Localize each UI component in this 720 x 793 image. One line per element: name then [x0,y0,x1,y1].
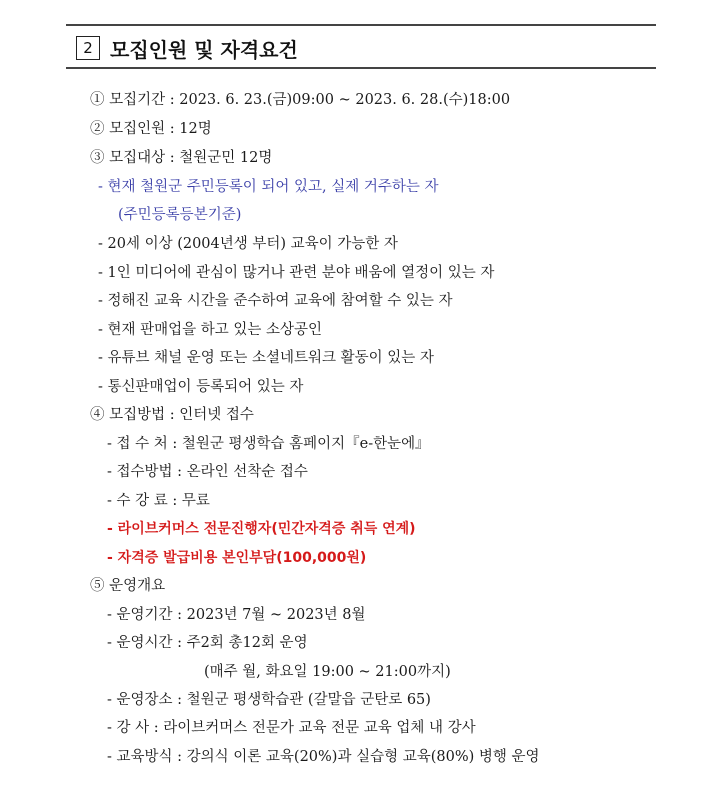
op-place: - 운영장소 : 철원군 평생학습관 (갈말읍 군탄로 65) [107,692,431,708]
method-office: - 접 수 처 : 철원군 평생학습 홈페이지『e-한눈에』 [107,436,430,452]
section-title: 모집인원 및 자격요건 [110,37,298,62]
target-residency: - 현재 철원군 주민등록이 되어 있고, 실제 거주하는 자 [98,179,439,195]
op-instructor: - 강 사 : 라이브커머스 전문가 교육 전문 교육 업체 내 강사 [107,720,476,736]
method-fee: - 수 강 료 : 무료 [107,493,210,509]
target-age: - 20세 이상 (2004년생 부터) 교육이 가능한 자 [98,236,398,252]
section-number-box: 2 [76,36,100,60]
operation-overview: ⑤ 운영개요 [90,578,166,594]
op-time: - 운영시간 : 주2회 총12회 운영 [107,635,308,651]
section-heading [76,34,298,62]
target-ecommerce: - 통신판매업이 등록되어 있는 자 [98,379,304,395]
method-how: - 접수방법 : 온라인 선착순 접수 [107,464,308,480]
top-rule [66,24,656,26]
target-sns: - 유튜브 채널 운영 또는 소셜네트워크 활동이 있는 자 [98,350,434,366]
op-time-note: (매주 월, 화요일 19:00 ~ 21:00까지) [204,664,451,680]
recruit-method: ④ 모집방법 : 인터넷 접수 [90,407,254,423]
target-media: - 1인 미디어에 관심이 많거나 관련 분야 배움에 열정이 있는 자 [98,265,495,281]
method-cert-cost: - 자격증 발급비용 본인부담(100,000원) [107,550,367,566]
target-attend: - 정해진 교육 시간을 준수하여 교육에 참여할 수 있는 자 [98,293,453,309]
recruit-target: ③ 모집대상 : 철원군민 12명 [90,150,273,166]
method-certification: - 라이브커머스 전문진행자(민간자격증 취득 연계) [107,521,416,537]
op-method: - 교육방식 : 강의식 이론 교육(20%)과 실습형 교육(80%) 병행 운영 [107,749,540,765]
target-residency-note: (주민등록등본기준) [118,207,242,223]
op-period: - 운영기간 : 2023년 7월 ~ 2023년 8월 [107,607,366,623]
bottom-rule [66,67,656,69]
recruit-period: ① 모집기간 : 2023. 6. 23.(금)09:00 ~ 2023. 6. 28.(수)18:00 [90,92,511,108]
recruit-count: ② 모집인원 : 12명 [90,121,212,137]
target-merchant: - 현재 판매업을 하고 있는 소상공인 [98,322,323,338]
